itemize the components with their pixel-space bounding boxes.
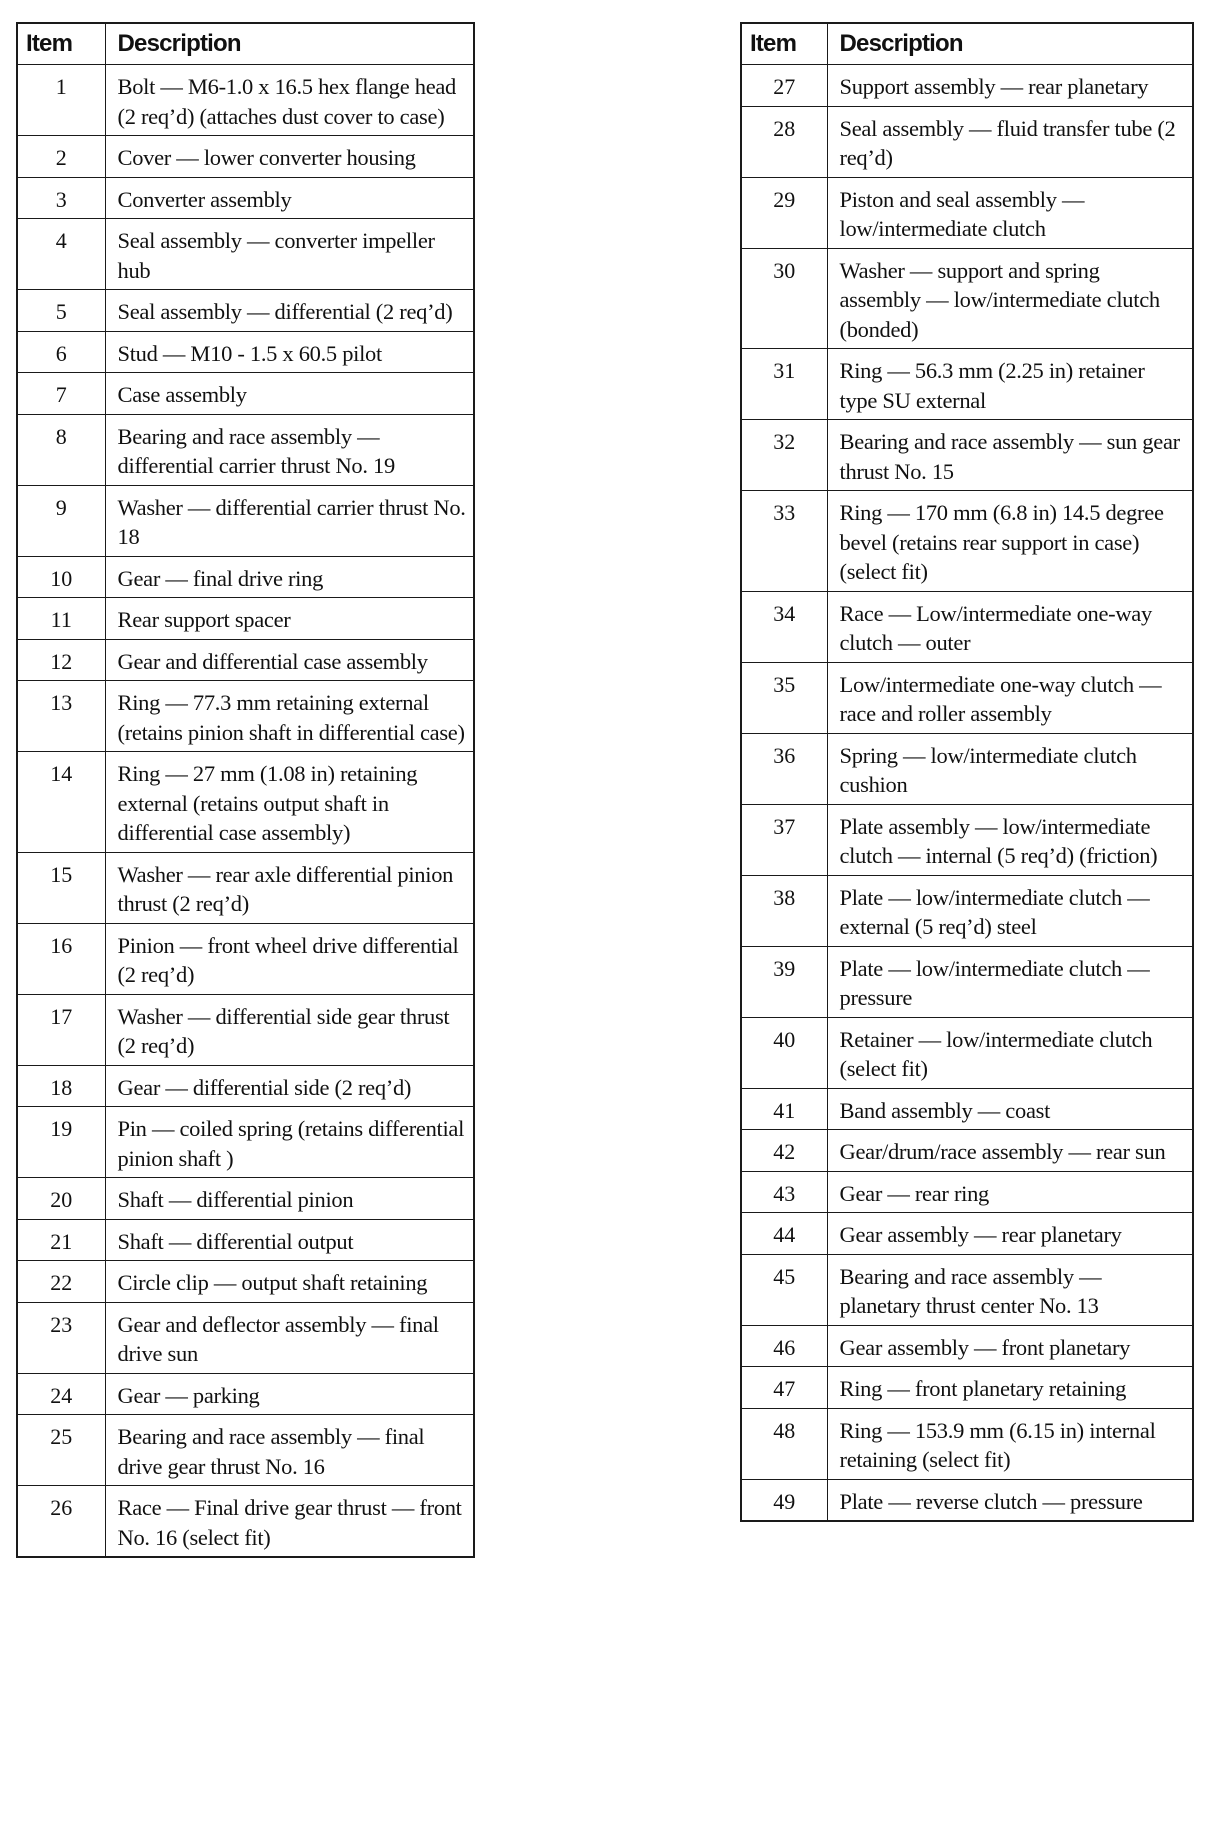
table-row [17, 414, 474, 485]
item-description: Converter assembly [105, 177, 474, 219]
item-description: Piston and seal assembly — low/intermediate clutch [827, 177, 1193, 248]
table-row [741, 1367, 1193, 1409]
item-description: Shaft — differential output [105, 1219, 474, 1261]
item-column-header: Item [17, 23, 105, 65]
item-description: Band assembly — coast [827, 1088, 1193, 1130]
item-description: Plate — low/intermediate clutch — pressure [827, 946, 1193, 1017]
item-description: Gear assembly — front planetary [827, 1325, 1193, 1367]
item-number: 48 [741, 1408, 827, 1479]
item-description: Washer — differential carrier thrust No. 18 [105, 485, 474, 556]
item-description: Race — Final drive gear thrust — front No. 16 (select fit) [105, 1486, 474, 1558]
item-number: 49 [741, 1479, 827, 1521]
item-description: Shaft — differential pinion [105, 1178, 474, 1220]
item-description: Pin — coiled spring (retains differential pinion shaft ) [105, 1107, 474, 1178]
item-number: 17 [17, 994, 105, 1065]
table-row [741, 248, 1193, 349]
item-description: Bearing and race assembly — sun gear thrust No. 15 [827, 420, 1193, 491]
table-row [17, 598, 474, 640]
item-number: 9 [17, 485, 105, 556]
item-description: Race — Low/intermediate one-way clutch — outer [827, 591, 1193, 662]
item-description: Spring — low/intermediate clutch cushion [827, 733, 1193, 804]
item-number: 29 [741, 177, 827, 248]
table-row [17, 556, 474, 598]
table-row [17, 485, 474, 556]
item-number: 5 [17, 290, 105, 332]
item-number: 43 [741, 1171, 827, 1213]
item-number: 28 [741, 106, 827, 177]
table-row [741, 733, 1193, 804]
item-description: Bearing and race assembly — final drive gear thrust No. 16 [105, 1415, 474, 1486]
item-description: Gear and differential case assembly [105, 639, 474, 681]
item-description: Low/intermediate one-way clutch — race and roller assembly [827, 662, 1193, 733]
item-number: 41 [741, 1088, 827, 1130]
item-description: Ring — front planetary retaining [827, 1367, 1193, 1409]
table-row [17, 681, 474, 752]
description-column-header: Description [827, 23, 1193, 65]
item-number: 7 [17, 373, 105, 415]
item-number: 34 [741, 591, 827, 662]
item-description: Ring — 77.3 mm retaining external (retains pinion shaft in differential case) [105, 681, 474, 752]
table-row [17, 752, 474, 853]
item-number: 3 [17, 177, 105, 219]
item-number: 19 [17, 1107, 105, 1178]
item-number: 37 [741, 804, 827, 875]
table-row [741, 1130, 1193, 1172]
table-row [17, 1178, 474, 1220]
table-row [741, 804, 1193, 875]
item-number: 21 [17, 1219, 105, 1261]
item-number: 47 [741, 1367, 827, 1409]
item-description: Plate — reverse clutch — pressure [827, 1479, 1193, 1521]
table-row [17, 1107, 474, 1178]
item-number: 10 [17, 556, 105, 598]
table-row [17, 177, 474, 219]
item-description: Seal assembly — fluid transfer tube (2 req’d) [827, 106, 1193, 177]
table-row [17, 852, 474, 923]
item-description: Gear — parking [105, 1373, 474, 1415]
item-column-header: Item [741, 23, 827, 65]
table-row [741, 491, 1193, 592]
item-description: Rear support spacer [105, 598, 474, 640]
item-description: Gear assembly — rear planetary [827, 1213, 1193, 1255]
item-number: 46 [741, 1325, 827, 1367]
item-description: Seal assembly — differential (2 req’d) [105, 290, 474, 332]
item-description: Retainer — low/intermediate clutch (select fit) [827, 1017, 1193, 1088]
item-description: Support assembly — rear planetary [827, 65, 1193, 107]
table-row [17, 373, 474, 415]
table-row [17, 331, 474, 373]
table-row [741, 875, 1193, 946]
parts-table-left [16, 22, 475, 1558]
table-row [17, 219, 474, 290]
table-row [741, 106, 1193, 177]
item-number: 12 [17, 639, 105, 681]
item-description: Washer — rear axle differential pinion thrust (2 req’d) [105, 852, 474, 923]
item-number: 27 [741, 65, 827, 107]
item-description: Seal assembly — converter impeller hub [105, 219, 474, 290]
table-row [17, 1261, 474, 1303]
item-number: 20 [17, 1178, 105, 1220]
item-number: 35 [741, 662, 827, 733]
table-row [17, 1302, 474, 1373]
table-row [17, 65, 474, 136]
table-row [17, 1373, 474, 1415]
item-number: 38 [741, 875, 827, 946]
item-number: 36 [741, 733, 827, 804]
item-number: 1 [17, 65, 105, 136]
item-description: Bolt — M6-1.0 x 16.5 hex flange head (2 req’d) (attaches dust cover to case) [105, 65, 474, 136]
item-description: Gear and deflector assembly — final drive sun [105, 1302, 474, 1373]
item-number: 23 [17, 1302, 105, 1373]
item-number: 40 [741, 1017, 827, 1088]
item-description: Bearing and race assembly — differential carrier thrust No. 19 [105, 414, 474, 485]
item-number: 22 [17, 1261, 105, 1303]
table-row [17, 994, 474, 1065]
table-row [17, 1065, 474, 1107]
item-description: Ring — 56.3 mm (2.25 in) retainer type SU external [827, 349, 1193, 420]
item-number: 32 [741, 420, 827, 491]
item-number: 45 [741, 1254, 827, 1325]
table-row [741, 177, 1193, 248]
item-number: 14 [17, 752, 105, 853]
item-number: 39 [741, 946, 827, 1017]
item-number: 16 [17, 923, 105, 994]
item-number: 2 [17, 136, 105, 178]
item-description: Plate assembly — low/intermediate clutch — internal (5 req’d) (friction) [827, 804, 1193, 875]
table-row [741, 946, 1193, 1017]
item-description: Washer — differential side gear thrust (2 req’d) [105, 994, 474, 1065]
item-description: Case assembly [105, 373, 474, 415]
item-number: 11 [17, 598, 105, 640]
item-description: Washer — support and spring assembly — low/intermediate clutch (bonded) [827, 248, 1193, 349]
item-number: 31 [741, 349, 827, 420]
item-number: 24 [17, 1373, 105, 1415]
item-number: 8 [17, 414, 105, 485]
table-header-row [741, 23, 1193, 65]
item-description: Pinion — front wheel drive differential (2 req’d) [105, 923, 474, 994]
item-number: 4 [17, 219, 105, 290]
table-row [17, 1415, 474, 1486]
table-row [741, 65, 1193, 107]
item-description: Cover — lower converter housing [105, 136, 474, 178]
item-description: Ring — 170 mm (6.8 in) 14.5 degree bevel (retains rear support in case) (select fit) [827, 491, 1193, 592]
table-row [17, 1486, 474, 1558]
table-header-row [17, 23, 474, 65]
table-row [17, 136, 474, 178]
item-description: Gear — final drive ring [105, 556, 474, 598]
table-row [741, 1408, 1193, 1479]
table-row [741, 1171, 1193, 1213]
table-row [741, 1213, 1193, 1255]
parts-table-right [740, 22, 1194, 1522]
item-number: 18 [17, 1065, 105, 1107]
item-description: Ring — 153.9 mm (6.15 in) internal retaining (select fit) [827, 1408, 1193, 1479]
table-row [741, 1088, 1193, 1130]
table-row [17, 639, 474, 681]
item-number: 30 [741, 248, 827, 349]
description-column-header: Description [105, 23, 474, 65]
table-row [17, 1219, 474, 1261]
item-description: Gear — rear ring [827, 1171, 1193, 1213]
table-row [741, 420, 1193, 491]
item-number: 6 [17, 331, 105, 373]
table-row [17, 923, 474, 994]
table-row [741, 662, 1193, 733]
table-row [741, 1254, 1193, 1325]
table-row [741, 1017, 1193, 1088]
item-number: 15 [17, 852, 105, 923]
item-number: 42 [741, 1130, 827, 1172]
item-number: 25 [17, 1415, 105, 1486]
table-row [741, 349, 1193, 420]
item-number: 26 [17, 1486, 105, 1558]
item-description: Ring — 27 mm (1.08 in) retaining external (retains output shaft in differential case assembly) [105, 752, 474, 853]
item-number: 44 [741, 1213, 827, 1255]
item-description: Gear — differential side (2 req’d) [105, 1065, 474, 1107]
table-row [741, 591, 1193, 662]
table-row [741, 1479, 1193, 1521]
item-description: Circle clip — output shaft retaining [105, 1261, 474, 1303]
item-description: Plate — low/intermediate clutch — external (5 req’d) steel [827, 875, 1193, 946]
table-row [741, 1325, 1193, 1367]
item-description: Gear/drum/race assembly — rear sun [827, 1130, 1193, 1172]
table-row [17, 290, 474, 332]
item-number: 13 [17, 681, 105, 752]
item-description: Bearing and race assembly — planetary thrust center No. 13 [827, 1254, 1193, 1325]
item-description: Stud — M10 - 1.5 x 60.5 pilot [105, 331, 474, 373]
item-number: 33 [741, 491, 827, 592]
